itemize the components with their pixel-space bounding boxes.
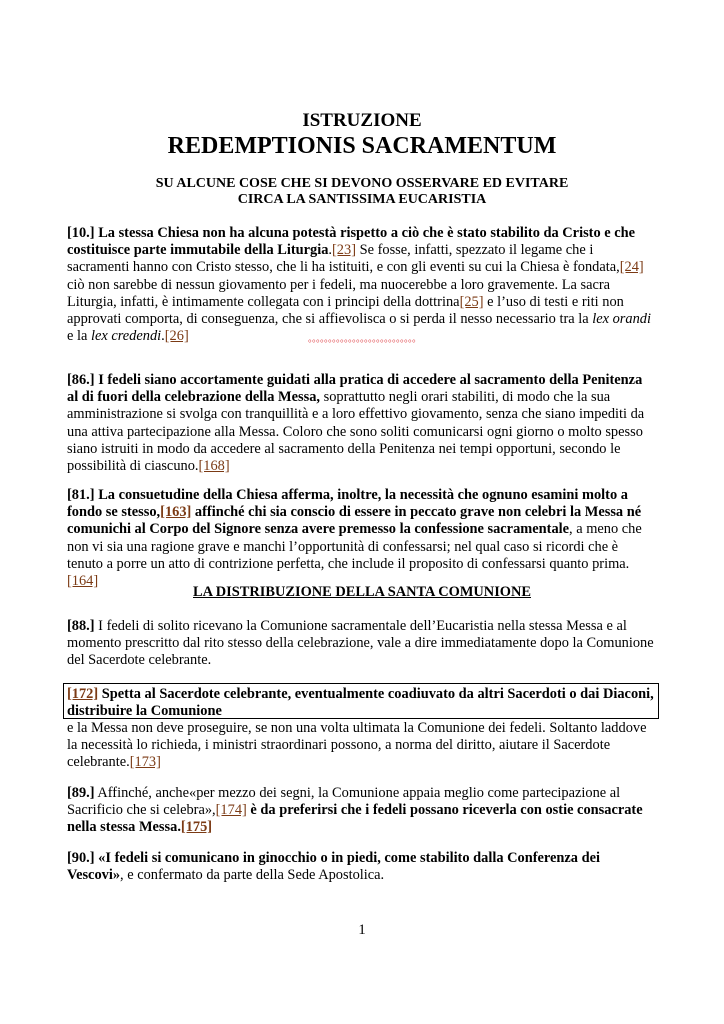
footnote-link-172[interactable]: [172] <box>67 686 99 702</box>
paragraph-172-continued <box>67 720 657 772</box>
para-italic-text: lex orandi <box>592 311 651 328</box>
separator: °°°°°°°°°°°°°°°°°°°°°°°°°°° <box>308 338 416 348</box>
para-bold-text: affinché chi sia conscio di essere in peccato grave non celebri la Messa né comunichi al Corpo del Signore senza avere premesso la confessione sacramentale <box>67 504 642 538</box>
subtitle <box>67 176 657 208</box>
highlight-box <box>63 683 659 719</box>
para-italic-text: lex credendi <box>90 328 162 345</box>
para-bold-text: La stessa Chiesa non ha alcuna potestà rispetto a ciò che è stato stabilito da Cristo e che costituisce parte immutabile della Liturgia <box>67 225 636 259</box>
para-text: Se fosse, infatti, spezzato il legame che i sacramenti hanno con Cristo stesso, che li ha istituiti, e con gli eventi su cui la Chiesa è fondata, <box>67 242 620 276</box>
para-bold-text: Spetta al Sacerdote celebrante, eventualmente coadiuvato da altri Sacerdoti o dai Diaconi, distribuire la Comunione <box>67 686 654 719</box>
para-bold-text: è da preferirsi che i fedeli possano riceverla con ostie consacrate nella stessa Messa. <box>67 802 643 836</box>
subtitle-line1: SU ALCUNE COSE CHE SI DEVONO OSSERVARE ED EVITARE <box>155 176 569 191</box>
para-bold-text: I fedeli siano accortamente guidati alla pratica di accedere al sacramento della Penitenza al di fuori della celebrazione della Messa, <box>67 372 643 406</box>
para-number: [81.] <box>67 487 95 503</box>
title-line1: ISTRUZIONE <box>302 110 422 131</box>
footnote-link-175[interactable]: [175] <box>180 819 213 836</box>
para-text: ciò non sarebbe di nessun giovamento per i fedeli, ma nuocerebbe a loro gravemente. La sacra Liturgia, infatti, è intimamente collegata con i principi della dottrina <box>67 276 611 310</box>
paragraph-10 <box>67 225 657 345</box>
para-number: [10.] <box>67 225 95 241</box>
page-number: 1 <box>358 922 366 938</box>
para-number: [86.] <box>67 372 95 388</box>
para-bold-text: «I fedeli si comunicano in ginocchio o in piedi, come stabilito dalla Conferenza dei Vescovi» <box>67 850 600 884</box>
para-number: [90.] <box>67 850 95 866</box>
para-text: , e confermato da parte della Sede Apostolica. <box>120 867 385 884</box>
para-text: soprattutto negli orari stabiliti, di modo che la sua amministrazione si svolga con tranquillità e a loro effettivo giovamento, senza che siano impediti da una attiva partecipazione alla Messa. Coloro che sono soliti comunicarsi ogni giorno o molto spesso siano istruiti in modo da accedere al sacramento della Penitenza nei tempi opportuni, secondo le possibilità di ciascuno. <box>67 389 645 475</box>
paragraph-86 <box>67 372 657 475</box>
boxed-text <box>64 684 658 721</box>
footnote-link-26[interactable]: [26] <box>164 328 189 345</box>
footnote-link-174[interactable]: [174] <box>215 802 247 819</box>
footnote-link-163[interactable]: [163] <box>160 504 192 521</box>
para-text: , a meno che non vi sia una ragione grave e manchi l’opportunità di confessarsi; nel qual caso si ricordi che è tenuto a porre un atto di contrizione perfetta, che include il proposito di confessarsi quanto prima. <box>67 521 642 572</box>
para-bold-text: La consuetudine della Chiesa afferma, inoltre, la necessità che ognuno esamini molto a fondo se stesso, <box>67 487 628 521</box>
paragraph-90 <box>67 850 657 884</box>
para-text: . <box>328 242 333 259</box>
title-line2: REDEMPTIONIS SACRAMENTUM <box>167 133 557 159</box>
para-number: [88.] <box>67 618 95 634</box>
paragraph-88 <box>67 618 657 670</box>
footnote-link-168[interactable]: [168] <box>198 458 230 475</box>
para-text: e la Messa non deve proseguire, se non una volta ultimata la Comunione dei fedeli. Soltanto laddove la necessità lo richieda, i ministri straordinari possono, a norma del diritto, aiutare il Sacerdote celebrante. <box>67 720 647 771</box>
para-text: I fedeli di solito ricevano la Comunione sacramentale dell’Eucaristia nella stessa Messa e al momento prescritto dal rito stesso della celebrazione, vale a dire immediatamente dopo la Comunione del Sacerdote celebrante. <box>67 618 654 669</box>
paragraph-81 <box>67 487 657 590</box>
para-text: e la <box>67 328 91 345</box>
paragraph-89 <box>67 785 657 837</box>
footnote-link-23[interactable]: [23] <box>332 242 356 259</box>
footnote-link-164[interactable]: [164] <box>67 573 99 590</box>
subtitle-line2: CIRCA LA SANTISSIMA EUCARISTIA <box>237 192 487 207</box>
para-text: e l’uso di testi e riti non approvati comporta, di conseguenza, che si affievolisca o si perda il nesso necessario tra la <box>67 293 624 328</box>
footnote-link-25[interactable]: [25] <box>459 293 484 310</box>
footnote-link-24[interactable]: [24] <box>619 259 644 276</box>
section-heading: LA DISTRIBUZIONE DELLA SANTA COMUNIONE <box>193 584 531 600</box>
para-number: [89.] <box>67 785 95 801</box>
footnote-link-173[interactable]: [173] <box>129 754 161 771</box>
para-text: . <box>161 328 165 345</box>
para-text: Affinché, anche«per mezzo dei segni, la Comunione appaia meglio come partecipazione al Sacrificio che si celebra», <box>67 785 621 819</box>
